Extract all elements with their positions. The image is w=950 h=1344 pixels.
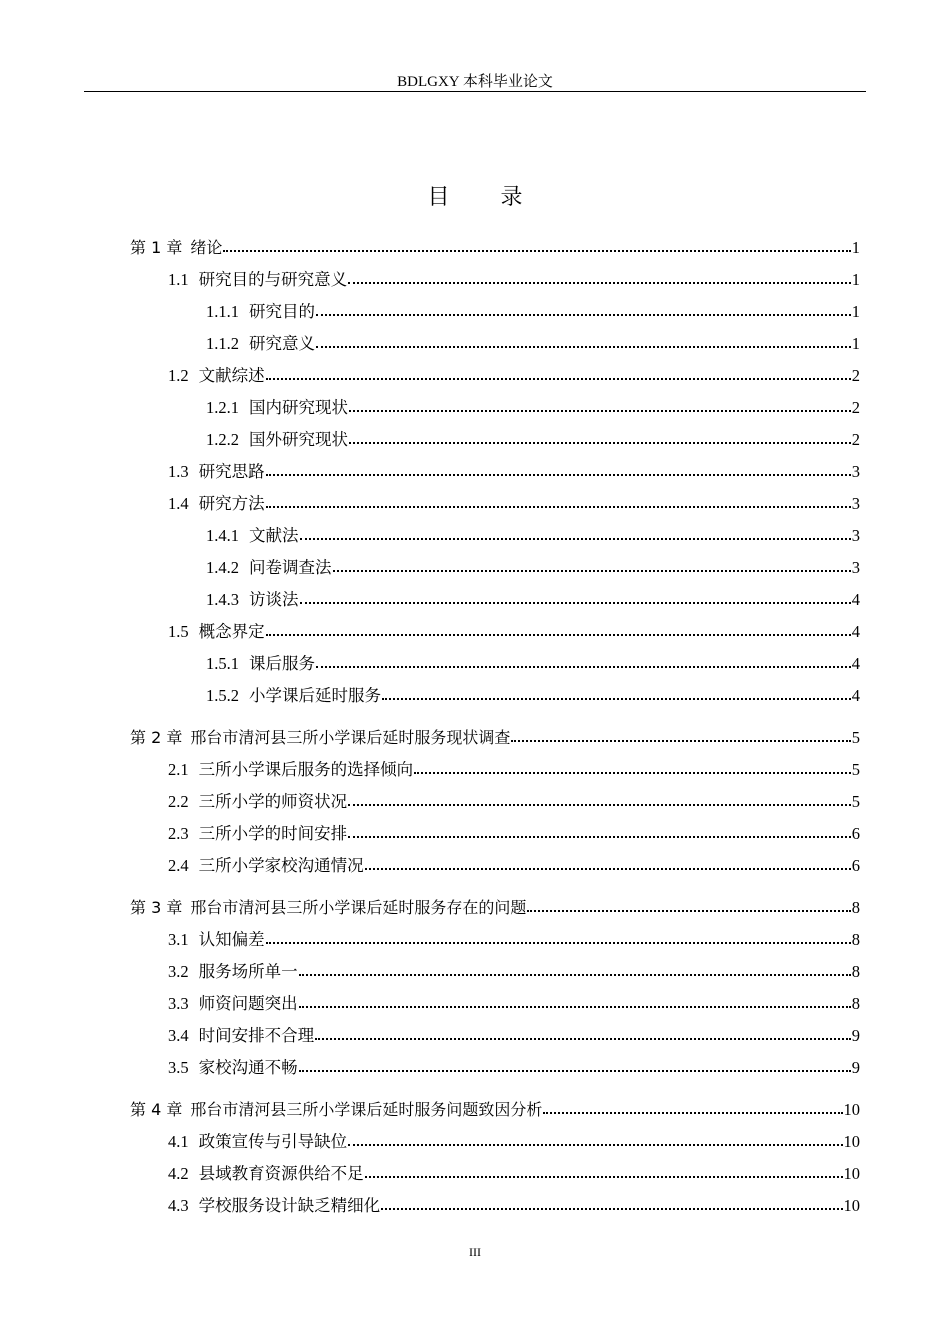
toc-entry-page: 9: [851, 1058, 860, 1077]
toc-section-entry[interactable]: [168, 452, 860, 482]
toc-entry-title: 邢台市清河县三所小学课后延时服务问题致因分析: [190, 1100, 543, 1119]
toc-entry-number: 3.2: [168, 962, 189, 981]
toc-entry-title: 问卷调查法: [249, 558, 332, 577]
toc-section-entry[interactable]: [168, 984, 860, 1014]
toc-dot-leader: [414, 768, 851, 774]
toc-entry-number: 1.4.3: [206, 590, 239, 609]
toc-entry-page: 1: [851, 270, 860, 289]
toc-section-entry[interactable]: [168, 612, 860, 642]
toc-dot-leader: [299, 970, 851, 976]
toc-entry-number: 第 3 章: [130, 898, 183, 917]
toc-entry-number: 2.4: [168, 856, 189, 875]
toc-dot-leader: [527, 906, 850, 912]
toc-section-entry[interactable]: [206, 516, 860, 546]
toc-dot-leader: [300, 534, 851, 540]
toc-entry-number: 1.4: [168, 494, 189, 513]
toc-entry-number: 1.4.2: [206, 558, 239, 577]
toc-dot-leader: [333, 566, 851, 572]
toc-dot-leader: [348, 1140, 842, 1146]
toc-entry-page: 3: [851, 558, 860, 577]
toc-entry-title: 课后服务: [249, 654, 315, 673]
toc-entry-page: 5: [851, 728, 860, 747]
toc-dot-leader: [300, 598, 851, 604]
toc-entry-page: 3: [851, 494, 860, 513]
toc-section-entry[interactable]: [206, 580, 860, 610]
toc-entry-title: 访谈法: [249, 590, 299, 609]
running-header: BDLGXY 本科毕业论文: [397, 74, 553, 90]
toc-section-entry[interactable]: [206, 548, 860, 578]
toc-entry-number: 1.5: [168, 622, 189, 641]
toc-entry-page: 5: [851, 760, 860, 779]
toc-entry-title: 服务场所单一: [198, 962, 298, 981]
toc-entry-page: 4: [851, 590, 860, 609]
toc-section-entry[interactable]: [206, 388, 860, 418]
toc-entry-page: 4: [851, 622, 860, 641]
toc-entry-page: 5: [851, 792, 860, 811]
toc-dot-leader: [348, 800, 851, 806]
toc-section-entry[interactable]: [206, 420, 860, 450]
toc-entry-number: 2.1: [168, 760, 189, 779]
toc-entry-number: 4.1: [168, 1132, 189, 1151]
toc-entry-page: 4: [851, 654, 860, 673]
toc-chapter-entry[interactable]: [130, 228, 860, 258]
toc-entry-title: 三所小学的师资状况: [198, 792, 348, 811]
toc-dot-leader: [382, 694, 851, 700]
toc-dot-leader: [299, 1002, 851, 1008]
toc-dot-leader: [266, 938, 851, 944]
toc-dot-leader: [381, 1204, 842, 1210]
toc-entry-page: 10: [843, 1100, 860, 1119]
toc-entry-title: 研究方法: [198, 494, 265, 513]
toc-entry-number: 3.4: [168, 1026, 189, 1045]
toc-entry-number: 4.3: [168, 1196, 189, 1215]
toc-entry-number: 1.2.2: [206, 430, 239, 449]
toc-entry-page: 2: [851, 366, 860, 385]
toc-section-entry[interactable]: [168, 750, 860, 780]
toc-entry-number: 3.1: [168, 930, 189, 949]
toc-section-entry[interactable]: [206, 676, 860, 706]
toc-entry-title: 国内研究现状: [249, 398, 348, 417]
toc-entry-number: 3.3: [168, 994, 189, 1013]
toc-title: 目 录: [427, 185, 545, 210]
toc-entry-number: 1.2: [168, 366, 189, 385]
toc-entry-title: 师资问题突出: [198, 994, 298, 1013]
toc-dot-leader: [316, 342, 851, 348]
toc-entry-number: 2.3: [168, 824, 189, 843]
toc-chapter-entry[interactable]: [130, 718, 860, 748]
toc-section-entry[interactable]: [168, 1048, 860, 1078]
toc-dot-leader: [299, 1066, 851, 1072]
toc-section-entry[interactable]: [206, 292, 860, 322]
toc-entry-page: 1: [851, 302, 860, 321]
toc-section-entry[interactable]: [168, 1186, 860, 1216]
toc-dot-leader: [349, 438, 851, 444]
toc-entry-page: 2: [851, 398, 860, 417]
toc-entry-number: 4.2: [168, 1164, 189, 1183]
toc-entry-page: 2: [851, 430, 860, 449]
toc-dot-leader: [348, 278, 851, 284]
toc-entry-page: 3: [851, 526, 860, 545]
toc-section-entry[interactable]: [168, 782, 860, 812]
toc-entry-number: 第 4 章: [130, 1100, 183, 1119]
toc-section-entry[interactable]: [168, 260, 860, 290]
toc-entry-page: 6: [851, 856, 860, 875]
toc-entry-page: 10: [843, 1164, 860, 1183]
toc-section-entry[interactable]: [168, 356, 860, 386]
header-rule: [84, 91, 866, 92]
toc-section-entry[interactable]: [168, 484, 860, 514]
toc-section-entry[interactable]: [168, 1122, 860, 1152]
toc-entry-page: 1: [851, 334, 860, 353]
toc-entry-title: 县域教育资源供给不足: [198, 1164, 364, 1183]
toc-section-entry[interactable]: [168, 920, 860, 950]
toc-entry-title: 三所小学课后服务的选择倾向: [198, 760, 414, 779]
toc-entry-title: 三所小学的时间安排: [198, 824, 348, 843]
toc-entry-title: 学校服务设计缺乏精细化: [198, 1196, 381, 1215]
toc-entry-number: 1.5.2: [206, 686, 239, 705]
toc-entry-title: 小学课后延时服务: [249, 686, 381, 705]
toc-entry-title: 政策宣传与引导缺位: [198, 1132, 348, 1151]
toc-entry-title: 研究目的与研究意义: [198, 270, 348, 289]
toc-dot-leader: [365, 864, 851, 870]
toc-section-entry[interactable]: [206, 644, 860, 674]
toc-entry-page: 1: [851, 238, 860, 257]
toc-entry-number: 2.2: [168, 792, 189, 811]
toc-chapter-entry[interactable]: [130, 888, 860, 918]
toc-entry-title: 邢台市清河县三所小学课后延时服务现状调查: [190, 728, 511, 747]
toc-entry-number: 1.1: [168, 270, 189, 289]
toc-section-entry[interactable]: [168, 952, 860, 982]
toc-dot-leader: [316, 662, 851, 668]
toc-dot-leader: [266, 502, 851, 508]
toc-entry-page: 9: [851, 1026, 860, 1045]
toc-entry-title: 绪论: [190, 238, 223, 257]
toc-section-entry[interactable]: [168, 1154, 860, 1184]
toc-entry-title: 研究意义: [249, 334, 315, 353]
toc-dot-leader: [223, 246, 850, 252]
toc-entry-title: 研究目的: [249, 302, 315, 321]
toc-dot-leader: [315, 1034, 851, 1040]
toc-section-entry[interactable]: [168, 846, 860, 876]
toc-entry-number: 3.5: [168, 1058, 189, 1077]
toc-dot-leader: [365, 1172, 843, 1178]
toc-entry-number: 1.2.1: [206, 398, 239, 417]
toc-entry-title: 研究思路: [198, 462, 265, 481]
toc-entry-page: 8: [851, 898, 860, 917]
toc-entry-title: 邢台市清河县三所小学课后延时服务存在的问题: [190, 898, 527, 917]
toc-dot-leader: [316, 310, 851, 316]
toc-entry-page: 8: [851, 994, 860, 1013]
toc-entry-title: 文献法: [249, 526, 299, 545]
toc-section-entry[interactable]: [168, 814, 860, 844]
toc-entry-title: 概念界定: [198, 622, 265, 641]
toc-entry-page: 4: [851, 686, 860, 705]
toc-chapter-entry[interactable]: [130, 1090, 860, 1120]
toc-entry-page: 6: [851, 824, 860, 843]
toc-entry-page: 10: [843, 1196, 860, 1215]
toc-dot-leader: [266, 470, 851, 476]
toc-entry-number: 1.5.1: [206, 654, 239, 673]
toc-entry-title: 认知偏差: [198, 930, 265, 949]
toc-dot-leader: [543, 1108, 842, 1114]
toc-dot-leader: [266, 374, 851, 380]
page-number: III: [469, 1245, 481, 1259]
toc-dot-leader: [349, 406, 851, 412]
toc-section-entry[interactable]: [168, 1016, 860, 1046]
toc-entry-number: 1.4.1: [206, 526, 239, 545]
toc-dot-leader: [266, 630, 851, 636]
toc-dot-leader: [511, 736, 850, 742]
toc-entry-number: 1.3: [168, 462, 189, 481]
toc-entry-page: 8: [851, 930, 860, 949]
toc-entry-number: 第 2 章: [130, 728, 183, 747]
toc-entry-page: 3: [851, 462, 860, 481]
toc-dot-leader: [348, 832, 851, 838]
toc-entry-page: 10: [843, 1132, 860, 1151]
toc-entry-title: 时间安排不合理: [198, 1026, 315, 1045]
toc-entry-title: 家校沟通不畅: [198, 1058, 298, 1077]
toc-entry-number: 1.1.2: [206, 334, 239, 353]
toc-entry-title: 国外研究现状: [249, 430, 348, 449]
toc-entry-title: 文献综述: [198, 366, 265, 385]
toc-section-entry[interactable]: [206, 324, 860, 354]
toc-entry-page: 8: [851, 962, 860, 981]
toc-entry-title: 三所小学家校沟通情况: [198, 856, 364, 875]
toc-entry-number: 第 1 章: [130, 238, 183, 257]
toc-entry-number: 1.1.1: [206, 302, 239, 321]
